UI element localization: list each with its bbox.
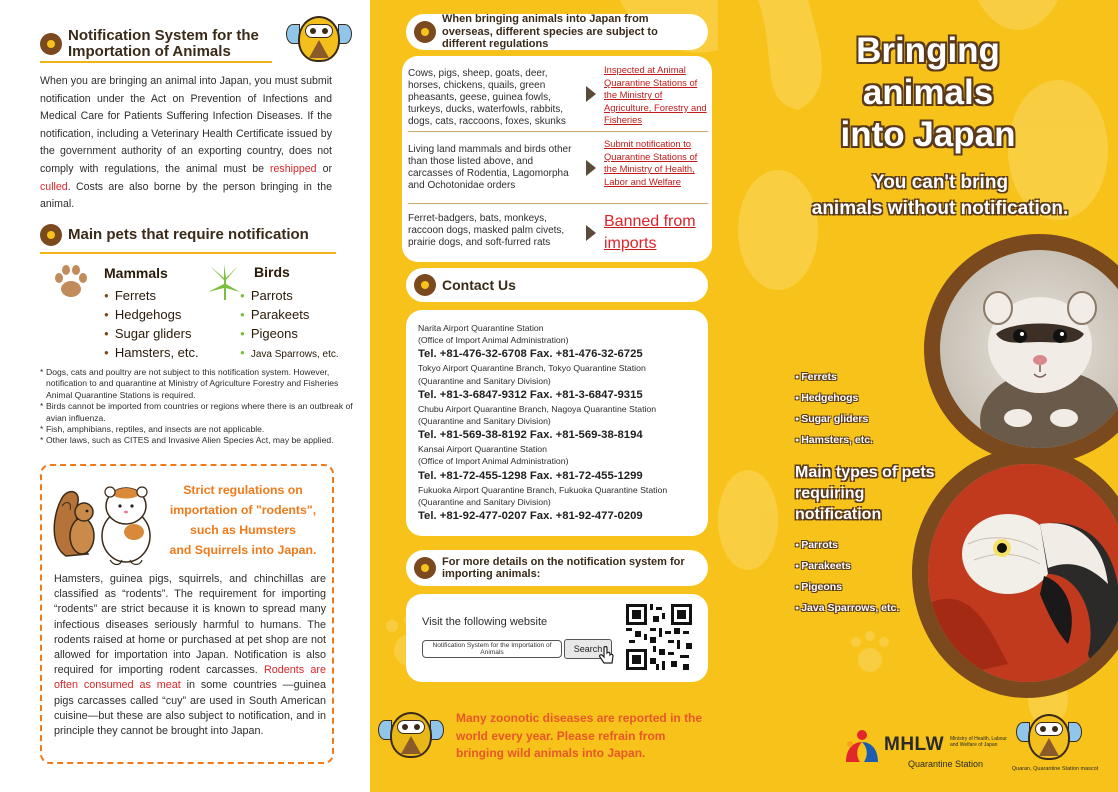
table-row — [408, 213, 708, 255]
contact-phone: Tel. +81-476-32-6708 Fax. +81-476-32-6725 — [418, 348, 643, 361]
list-item: ● Parrots — [240, 286, 339, 305]
mammals-heading: Mammals — [104, 265, 168, 281]
contact-entry: Tokyo Airport Quarantine Branch, Tokyo Quarantine Station (Quarantine and Sanitary Division) Tel. +81-3-6847-9312 Fax. +81-3-6847-9315 — [418, 362, 704, 402]
contact-phone: Tel. +81-569-38-8192 Fax. +81-569-38-8194 — [418, 429, 643, 442]
main-title: Bringing animals into Japan — [840, 31, 1016, 154]
regulations-header — [406, 14, 708, 50]
list-item: ● Pigeons — [240, 324, 339, 343]
arrow-right-icon — [586, 160, 596, 176]
mhlw-full-name: Ministry of Health, Labour and Welfare of Japan — [950, 736, 1007, 748]
bullet-circle-icon — [40, 33, 62, 55]
details-title: For more details on the notification system for importing animals: — [442, 555, 685, 580]
list-item: ● Hedgehogs — [104, 305, 199, 324]
regulations-title: When bringing animals into Japan from overseas, different species are subject to different regulations — [442, 13, 658, 51]
table-row — [408, 64, 708, 128]
rodent-warning-box — [40, 464, 334, 764]
reshipped-text: reshipped — [270, 162, 317, 175]
rodent-title: Strict regulations on importation of "rodents", such as Humsters and Squirrels into Japan. — [169, 483, 317, 557]
row-authority: Submit notification to Quarantine Stations of the Ministry of Health, Labor and Welfare — [604, 138, 698, 187]
paw-icon — [52, 264, 90, 300]
right-mammals-list — [795, 367, 873, 451]
table-row — [408, 138, 708, 196]
bird-footprint-icon — [204, 262, 244, 302]
row-animals: Living land mammals and birds other than those listed above, and carcasses of Rodentia, Lagomorpha and Ochotonidae orders — [408, 144, 572, 191]
mhlw-logo-text: MHLW — [884, 734, 945, 755]
list-item: ● Parakeets — [795, 556, 899, 577]
mhlw-logo-icon — [842, 728, 882, 764]
contact-phone: Tel. +81-92-477-0207 Fax. +81-92-477-0209 — [418, 510, 643, 523]
notification-section-header — [40, 28, 268, 60]
arrow-right-icon — [586, 225, 596, 241]
banned-text: Banned from imports — [604, 213, 696, 252]
details-header — [406, 550, 708, 586]
row-divider — [408, 131, 708, 132]
pets-section-header — [40, 224, 309, 246]
footnote: * Fish, amphibians, reptiles, and insects are not applicable. — [40, 424, 358, 435]
rodent-paragraph: Hamsters, guinea pigs, squirrels, and chinchillas are classified as “rodents”. The requirement for importing “rodents” are strict because it is known to spread many infectious diseases seriously harmful to humans. The rodents raised at home or purchased at pet shop are not allowed for importation into Japan. Notification is also required for importing rodent carcasses. Rodents are often consumed as meat in some countries —guinea pigs carcasses called “cuy” are used in South American cuisine—but these are also subject to notification, and in principle they cannot be brought into Japan. — [54, 573, 326, 738]
bullet-circle-icon — [414, 274, 436, 296]
list-item: ● Hedgehogs — [795, 388, 873, 409]
intro-paragraph: When you are bringing an animal into Japan, you must submit notification under the Act on Prevention of Infections and Medical Care for Patients Suffering Infection Diseases. If the notification, including a Veterinary Health Certificate issued by the government authority of an exporting country, does not comply with regulations, the animal must be reshipped or culled. Costs are also borne by the person bringing in the animal. — [40, 75, 332, 211]
pets-underline — [40, 252, 336, 254]
list-item: ● Parrots — [795, 535, 899, 556]
row-animals: Cows, pigs, sheep, goats, deer, horses, chickens, quails, green pheasants, geese, guinea fowls, turkeys, ducks, waterfowls, rabbits, dogs, cats, raccoons, foxes, skunks — [408, 68, 566, 127]
title-underline — [40, 61, 272, 63]
visit-text: Visit the following website — [422, 616, 548, 628]
quarantine-station-label: Quarantine Station — [908, 759, 984, 769]
row-animals: Ferret-badgers, bats, monkeys, raccoon dogs, masked palm civets, prairie dogs, and soft-furred rats — [408, 213, 565, 248]
notification-title: Notification System for the Importation of Animals — [68, 27, 259, 60]
contact-title: Contact Us — [442, 277, 516, 293]
arrow-right-icon — [586, 86, 596, 102]
quaran-mascot-icon — [384, 706, 444, 764]
list-item: ● Sugar gliders — [104, 324, 199, 343]
footnotes — [40, 367, 358, 447]
rodents-meat-text: Rodents are often consumed as meat — [54, 664, 326, 692]
contact-list — [418, 322, 704, 524]
footnote: * Other laws, such as CITES and Invasive Alien Species Act, may be applied. — [40, 435, 358, 446]
warning-text: Many zoonotic diseases are reported in the world every year. Please refrain from bringing wild animals into Japan. — [456, 711, 703, 760]
footnote: * Birds cannot be imported from countries or regions where there is an outbreak of avian influenza. — [40, 401, 358, 424]
list-item: ● Parakeets — [240, 305, 339, 324]
search-input[interactable]: Notification System for the Importation of Animals — [422, 640, 562, 658]
culled-text: culled — [40, 180, 68, 193]
contact-entry: Chubu Airport Quarantine Branch, Nagoya Quarantine Station (Quarantine and Sanitary Division) Tel. +81-569-38-8192 Fax. +81-569-38-8194 — [418, 403, 704, 443]
list-item: ● Java Sparrows, etc. — [795, 598, 899, 619]
contact-phone: Tel. +81-3-6847-9312 Fax. +81-3-6847-9315 — [418, 388, 643, 401]
parrot-photo — [928, 464, 1118, 682]
list-item: ● Ferrets — [104, 286, 199, 305]
list-item: ● Hamsters, etc. — [104, 343, 199, 362]
quaran-mascot-icon — [1022, 708, 1082, 766]
row-authority: Inspected at Animal Quarantine Stations of the Ministry of Agriculture, Forestry and Fisheries — [604, 64, 707, 126]
list-item: ● Ferrets — [795, 367, 873, 388]
birds-heading: Birds — [254, 264, 290, 280]
contact-entry: Fukuoka Airport Quarantine Branch, Fukuoka Quarantine Station (Quarantine and Sanitary Division) Tel. +81-92-477-0207 Fax. +81-92-477-0209 — [418, 484, 704, 524]
contact-entry: Kansai Airport Quarantine Station (Office of Import Animal Administration) Tel. +81-72-455-1298 Fax. +81-72-455-1299 — [418, 443, 704, 483]
contact-entry: Narita Airport Quarantine Station (Office of Import Animal Administration) Tel. +81-476-32-6708 Fax. +81-476-32-6725 — [418, 322, 704, 362]
bullet-circle-icon — [40, 224, 62, 246]
right-birds-list — [795, 535, 899, 619]
pets-title: Main pets that require notification — [68, 226, 309, 243]
subtitle: You can't bring animals without notification. — [811, 172, 1069, 219]
birds-list — [240, 286, 339, 364]
qr-code-icon[interactable] — [626, 604, 692, 670]
search-button[interactable]: Search — [564, 639, 612, 659]
mammals-list — [104, 286, 199, 362]
list-item: ● Pigeons — [795, 577, 899, 598]
main-types-heading: Main types of pets requiring notification — [795, 464, 935, 523]
footnote: * Dogs, cats and poultry are not subject to this notification system. However, notification to and quarantine at Ministry of Agriculture Forestry and Fisheries Animal Quarantine Stations is required. — [40, 367, 358, 401]
quaran-mascot-icon — [292, 10, 352, 68]
bullet-circle-icon — [414, 21, 436, 43]
hand-cursor-icon — [598, 646, 616, 666]
mascot-caption: Quaran, Quarantine Station mascot — [1011, 766, 1099, 772]
squirrel-hamster-illustration — [48, 476, 160, 568]
list-item: ● Java Sparrows, etc. — [240, 343, 339, 364]
row-divider — [408, 203, 708, 204]
list-item: ● Sugar gliders — [795, 409, 873, 430]
contact-phone: Tel. +81-72-455-1298 Fax. +81-72-455-1299 — [418, 469, 643, 482]
contact-header — [406, 268, 708, 302]
list-item: ● Hamsters, etc. — [795, 430, 873, 451]
bullet-circle-icon — [414, 557, 436, 579]
